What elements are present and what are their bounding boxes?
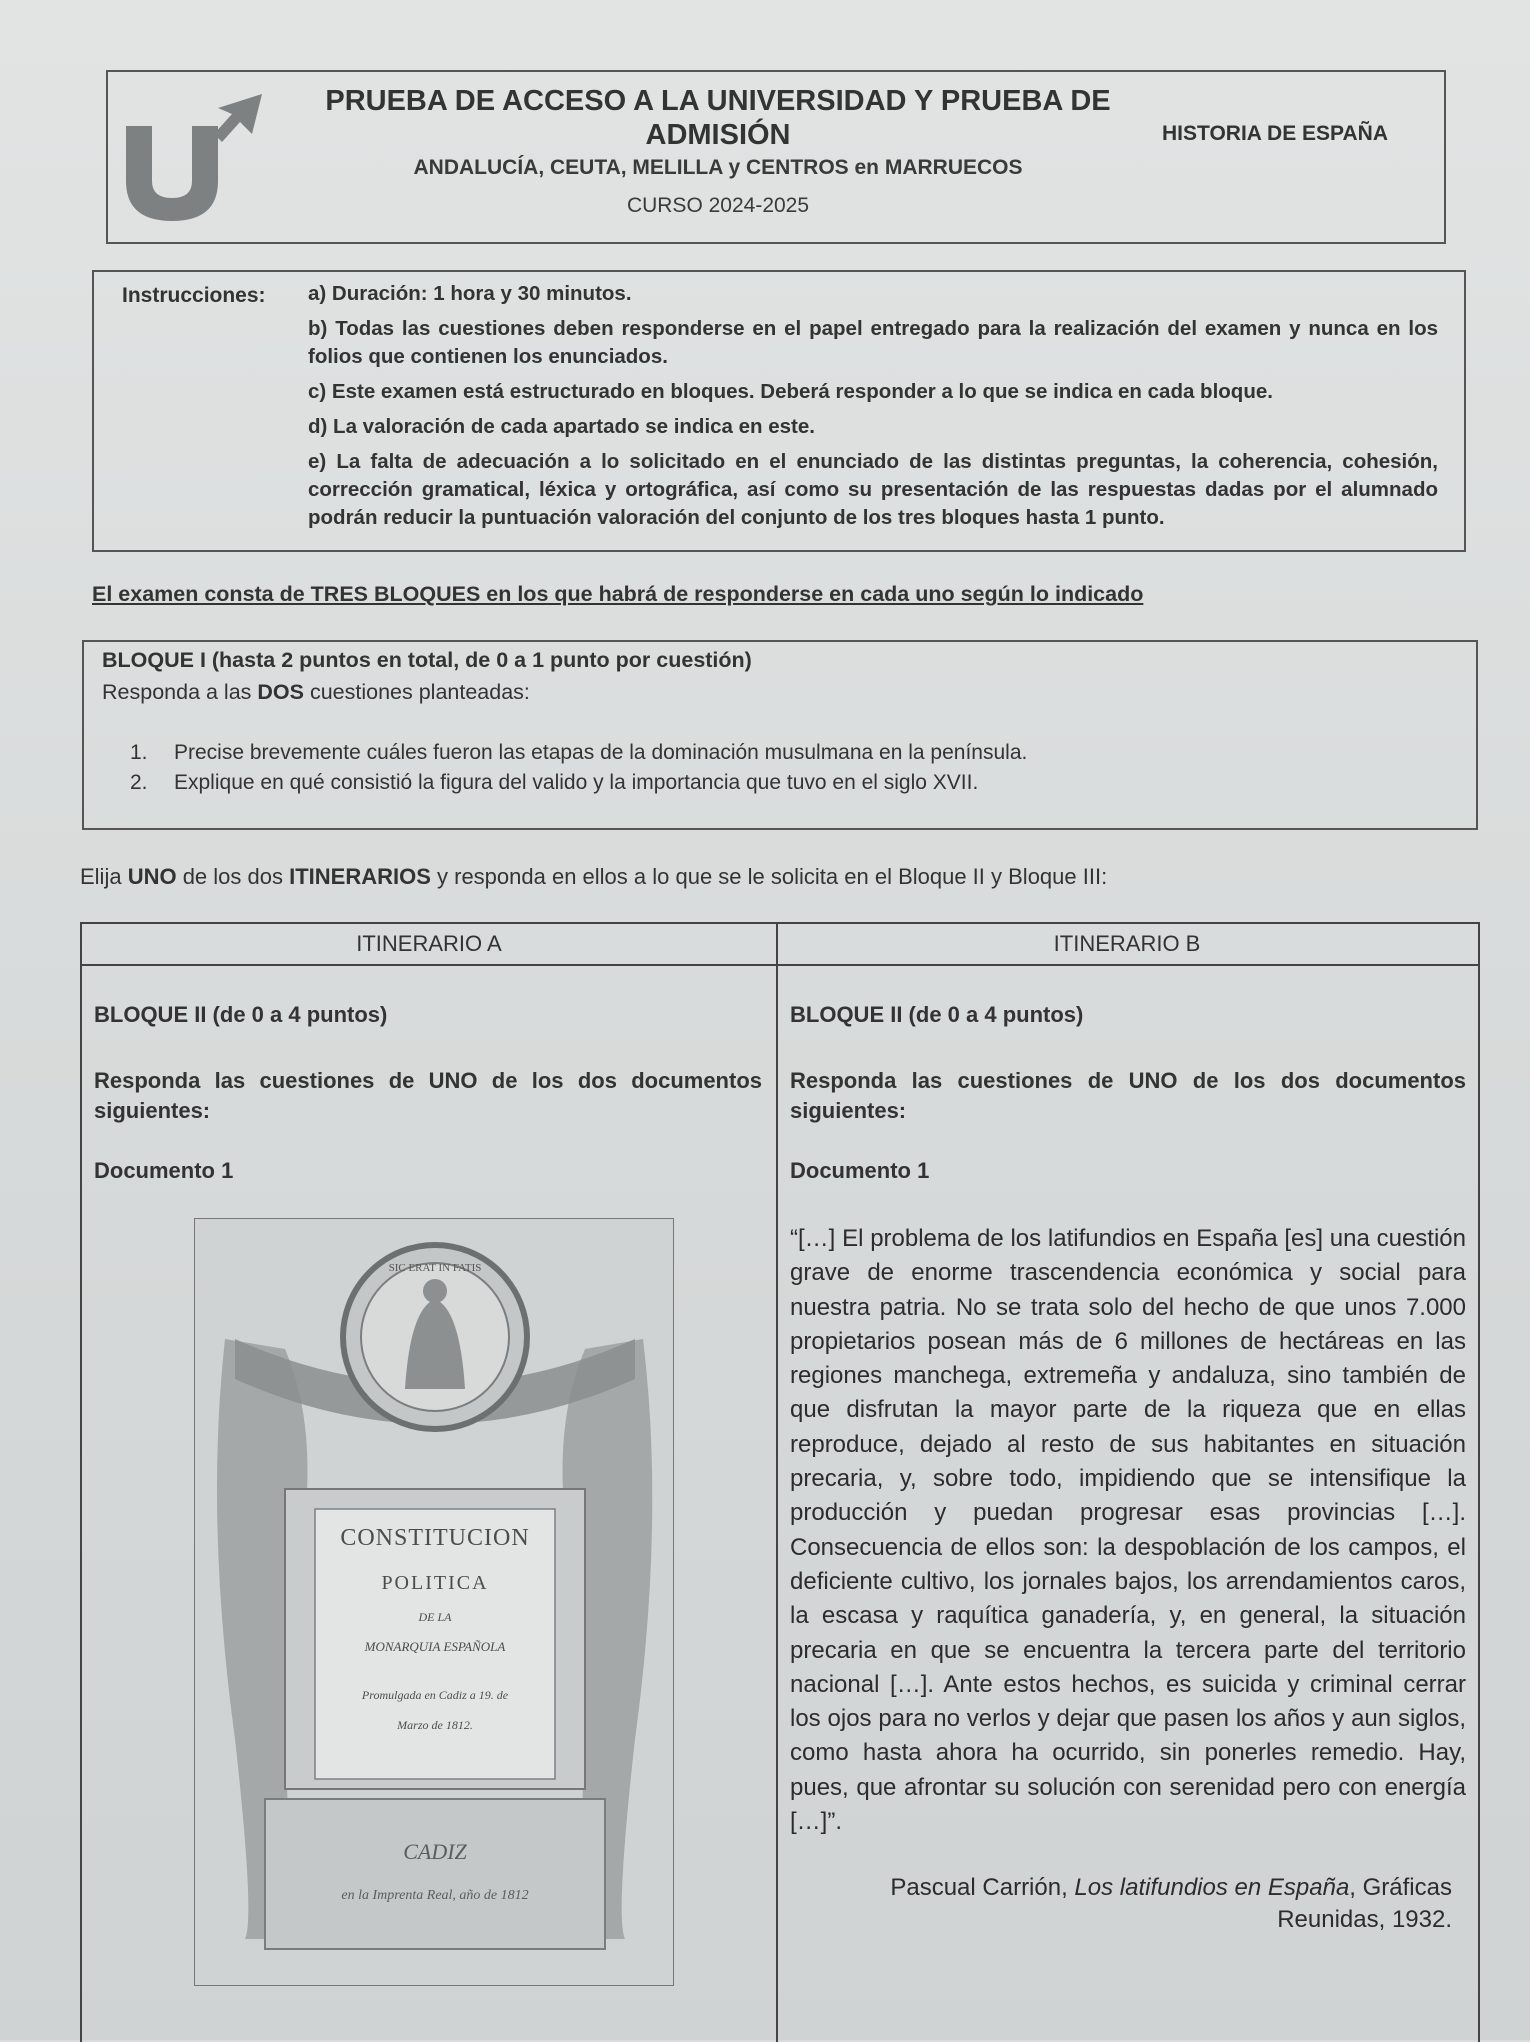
exam-title-line2: ADMISIÓN [645,119,791,151]
university-u-logo-icon [122,86,262,226]
instruction-item: d) La valoración de cada apartado se indica en este. [308,415,815,438]
column-divider [776,924,778,2042]
instructions-label: Instrucciones: [122,284,266,307]
svg-text:CADIZ: CADIZ [403,1839,467,1864]
itinerary-choice-instruction: Elija UNO de los dos ITINERARIOS y responda en ellos a lo que se le solicita en el Bloque II y Bloque III: [80,864,1108,889]
question-item: 1. Precise brevemente cuáles fueron las etapas de la dominación musulmana en la península. [130,741,1028,764]
svg-text:CONSTITUCION: CONSTITUCION [340,1525,530,1551]
itinerary-a-header: ITINERARIO A [82,924,776,966]
bloque-2-title: BLOQUE II (de 0 a 4 puntos) [94,1002,388,1027]
instruction-item: b) Todas las cuestiones deben responderse en el papel entregado para la realización del examen y nunca en los folios que contienen los enunciados. [308,317,1438,368]
document-label: Documento 1 [790,1158,930,1183]
instruction-item: c) Este examen está estructurado en bloques. Deberá responder a lo que se indica en cada bloque. [308,380,1273,403]
exam-course: CURSO 2024-2025 [626,194,810,217]
exam-structure-heading: El examen consta de TRES BLOQUES en los que habrá de responderse en cada uno según lo indicado [92,582,1144,606]
itineraries-table [80,922,1480,2042]
bloque-1-instruction: Responda a las DOS cuestiones planteadas: [102,680,530,704]
exam-title [308,84,1128,152]
itinerary-b-header: ITINERARIO B [776,924,1478,966]
instruction-item: e) La falta de adecuación a lo solicitado en el enunciado de las distintas preguntas, la coherencia, cohesión, corrección gramatical, léxica y ortográfica, así como su presentación de las respuestas dadas por el alumnado podrán reducir la puntuación valoración del conjunto de los tres bloques hasta 1 punto. [308,450,1438,529]
bloque-2-instruction: Responda las cuestiones de UNO de los dos documentos siguientes: [94,1068,762,1123]
document-label: Documento 1 [94,1158,234,1183]
svg-text:POLITICA: POLITICA [381,1572,489,1594]
exam-title-line1: PRUEBA DE ACCESO A LA UNIVERSIDAD Y PRUEBA DE [325,85,1111,117]
medallion-motto: SIC ERAT IN FATIS [388,1262,482,1274]
exam-region: ANDALUCÍA, CEUTA, MELILLA y CENTROS en MARRUECOS [413,156,1023,179]
exam-header [106,70,1446,244]
svg-text:MONARQUIA ESPAÑOLA: MONARQUIA ESPAÑOLA [364,1639,506,1654]
bloque-1-questions [130,738,1027,798]
svg-text:Marzo de 1812.: Marzo de 1812. [397,1718,473,1732]
bloque-2-instruction: Responda las cuestiones de UNO de los dos documentos siguientes: [790,1068,1466,1123]
instructions-list [308,280,1438,539]
document-source: Pascual Carrión, Los latifundios en España, Gráficas Reunidas, 1932. [890,1874,1452,1933]
svg-text:en la Imprenta Real, año de 18: en la Imprenta Real, año de 1812 [341,1888,529,1903]
bloque-1-title: BLOQUE I (hasta 2 puntos en total, de 0 a 1 punto por cuestión) [102,648,752,672]
exam-subject: HISTORIA DE ESPAÑA [1162,122,1388,145]
constitution-1812-cover-image [194,1218,674,1986]
document-quote-text: “[…] El problema de los latifundios en España [es] una cuestión grave de enorme trascendencia económica y social para nuestra patria. No se trata solo del hecho de que unos 7.000 propietarios posean más de 6 millones de hectáreas en las regiones manchega, extremeña y andaluza, sino también de que disfrutan la mayor parte de la riqueza que en ellas reproduce, dejado al resto de sus habitantes en situación precaria, y, sobre todo, impidiendo que se intensifique la producción y puedan progresar esas provincias […]. Consecuencia de ellos son: la despoblación de los campos, el deficiente cultivo, los jornales bajos, los arrendamientos caros, la escasa y raquítica ganadería, y, en general, la situación precaria en que se encuentra la tercera parte del territorio nacional […]. Ante estos hechos, es suicida y criminal cerrar los ojos para no verlos y dejar que pasen los años y aun siglos, como hasta ahora ha ocurrido, sin ponerles remedio. Hay, pues, que afrontar su solución con serenidad pero con energía […]”. [790,1225,1466,1836]
bloque-1-box [82,640,1478,830]
svg-text:DE LA: DE LA [418,1610,452,1624]
instruction-item: a) Duración: 1 hora y 30 minutos. [308,282,632,305]
svg-text:Promulgada en Cadiz a 19. de: Promulgada en Cadiz a 19. de [361,1688,509,1702]
bloque-2-title: BLOQUE II (de 0 a 4 puntos) [790,1002,1084,1027]
question-item: 2. Explique en qué consistió la figura del valido y la importancia que tuvo en el siglo XVII. [130,771,979,794]
instructions-box [92,270,1466,552]
